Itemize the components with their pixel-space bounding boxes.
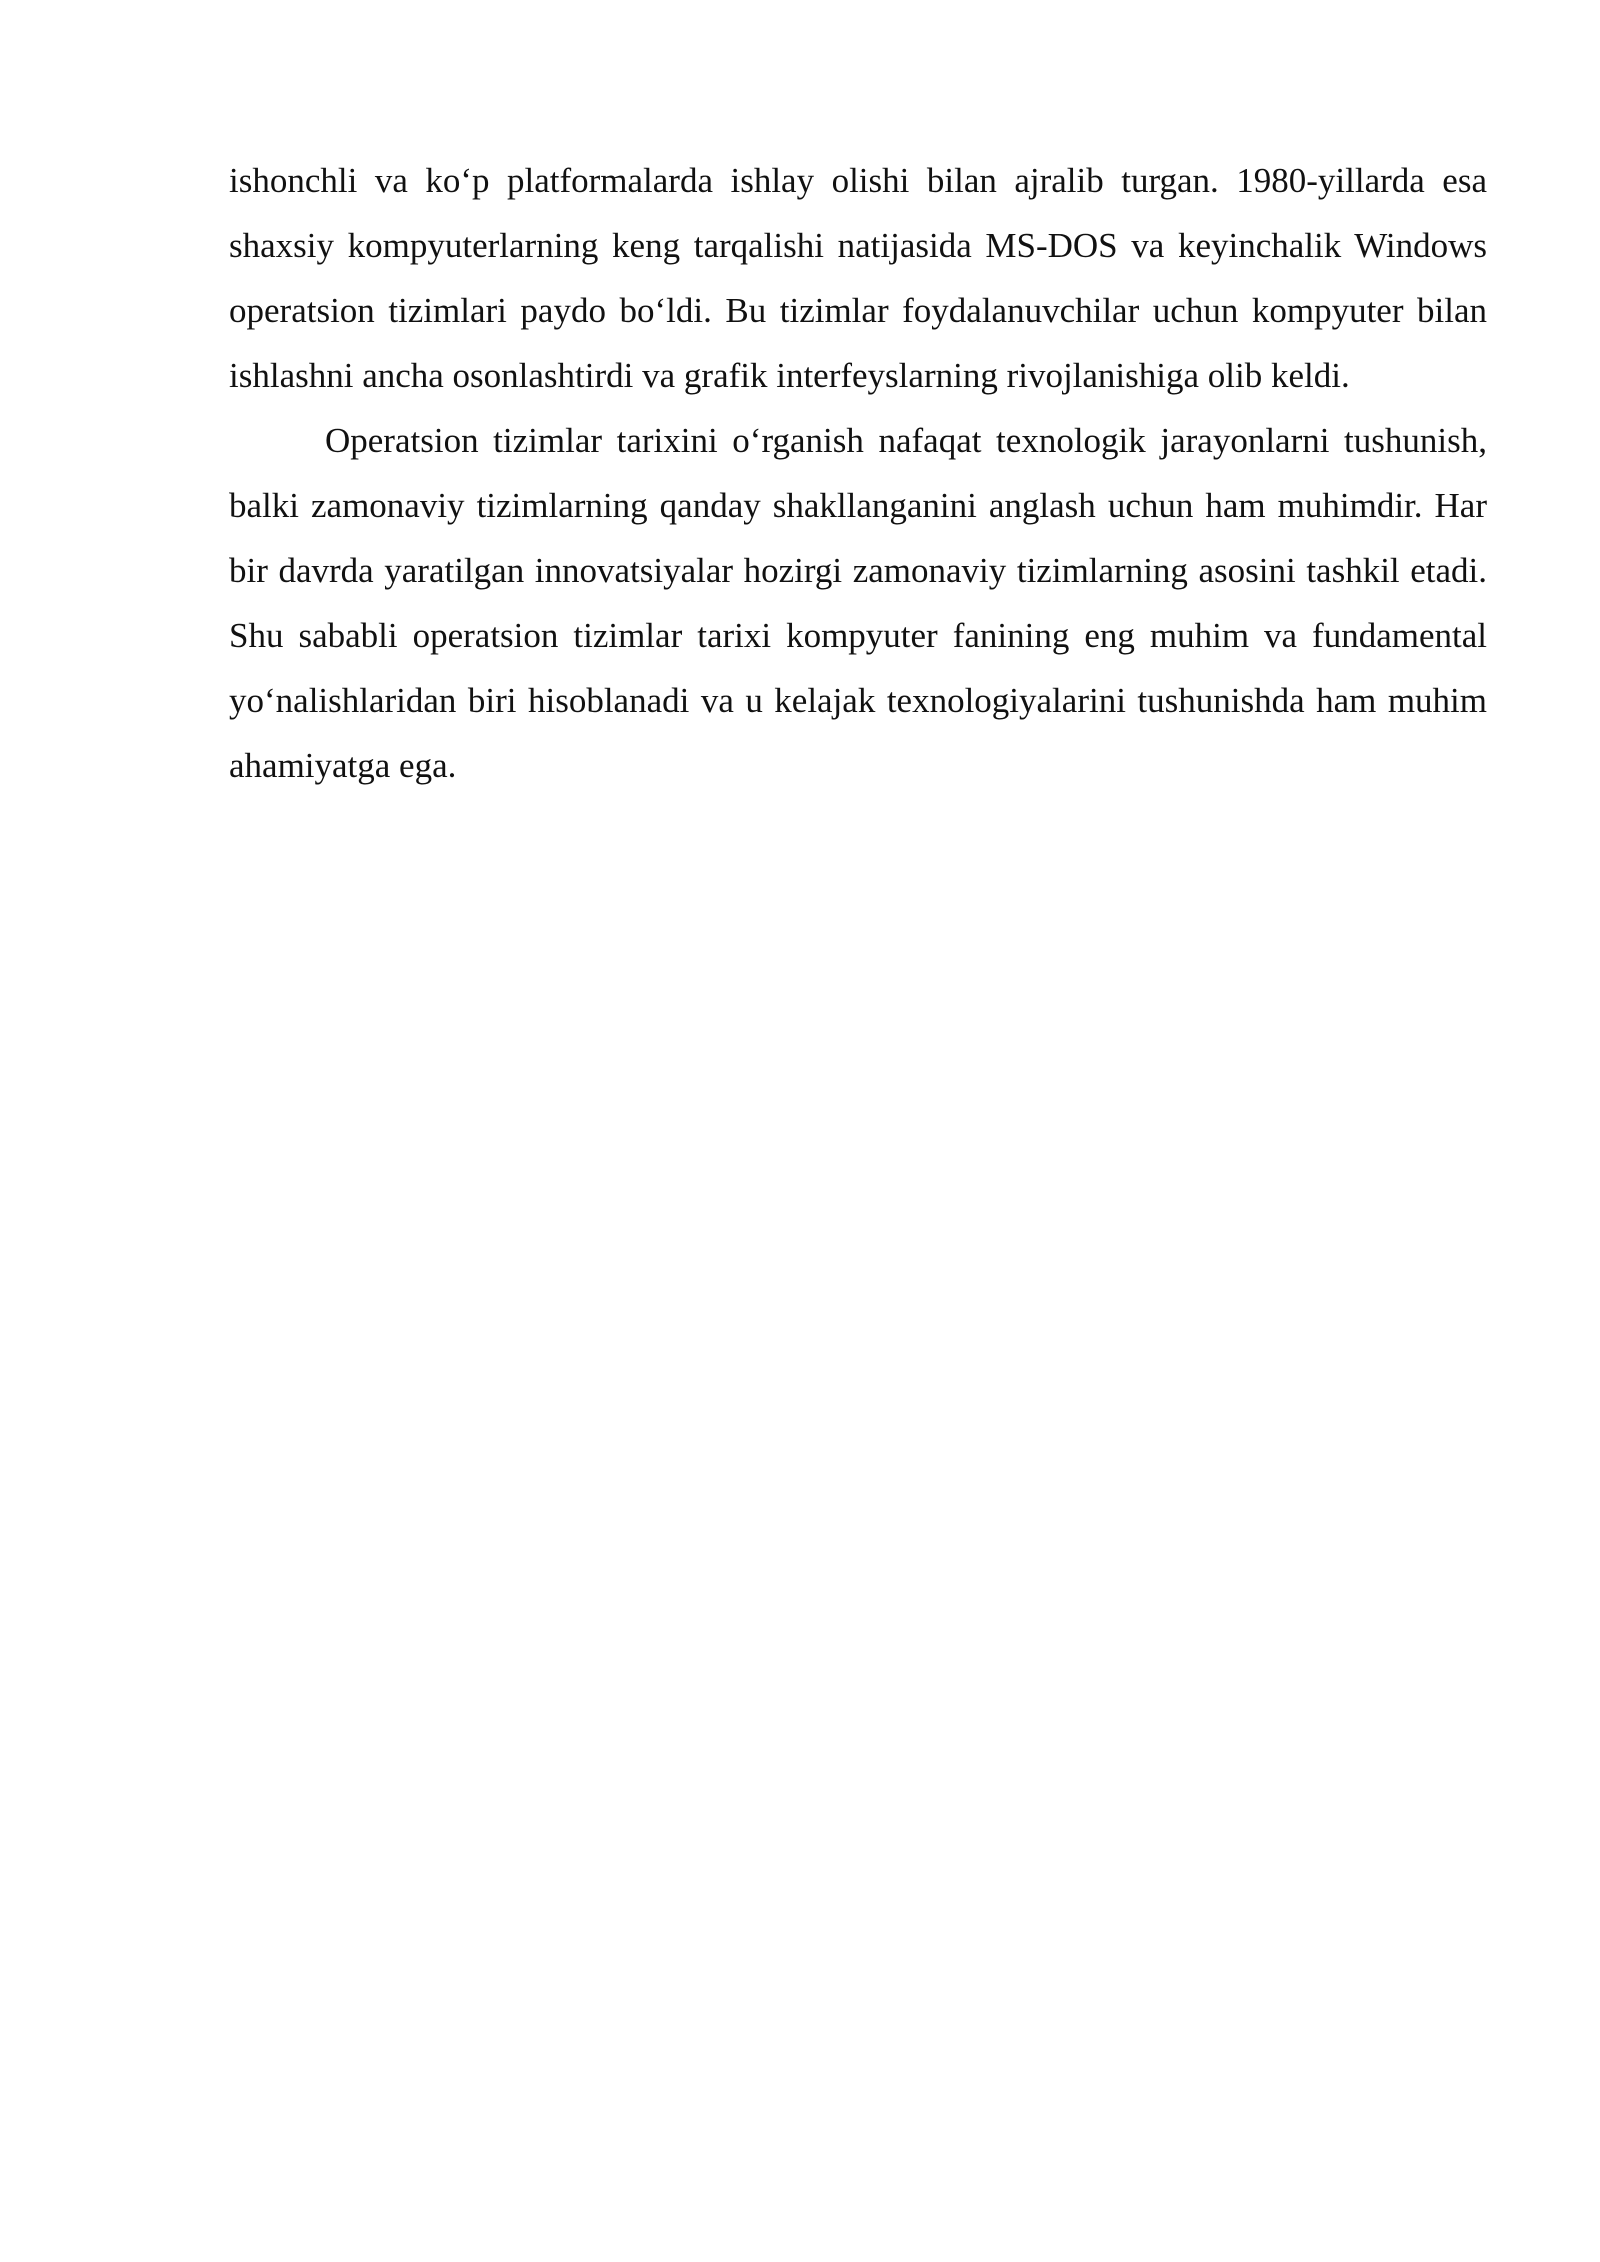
document-body [229, 148, 1487, 798]
paragraph-continuation: ishonchli va ko‘p platformalarda ishlay olishi bilan ajralib turgan. 1980-yillarda esa shaxsiy kompyuterlarning keng tarqalishi natijasida MS-DOS va keyinchalik Windows operatsion tizimlari paydo bo‘ldi. Bu tizimlar foydalanuvchilar uchun kompyuter bilan ishlashni ancha osonlashtirdi va grafik interfeyslarning rivojlanishiga olib keldi. [229, 161, 1487, 395]
paragraph-os-history: Operatsion tizimlar tarixini o‘rganish nafaqat texnologik jarayonlarni tushunish, balki zamonaviy tizimlarning qanday shakllanganini anglash uchun ham muhimdir. Har bir davrda yaratilgan innovatsiyalar hozirgi zamonaviy tizimlarning asosini tashkil etadi. Shu sababli operatsion tizimlar tarixi kompyuter fanining eng muhim va fundamental yo‘nalishlaridan biri hisoblanadi va u kelajak texnologiyalarini tushunishda ham muhim ahamiyatga ega. [229, 421, 1487, 785]
